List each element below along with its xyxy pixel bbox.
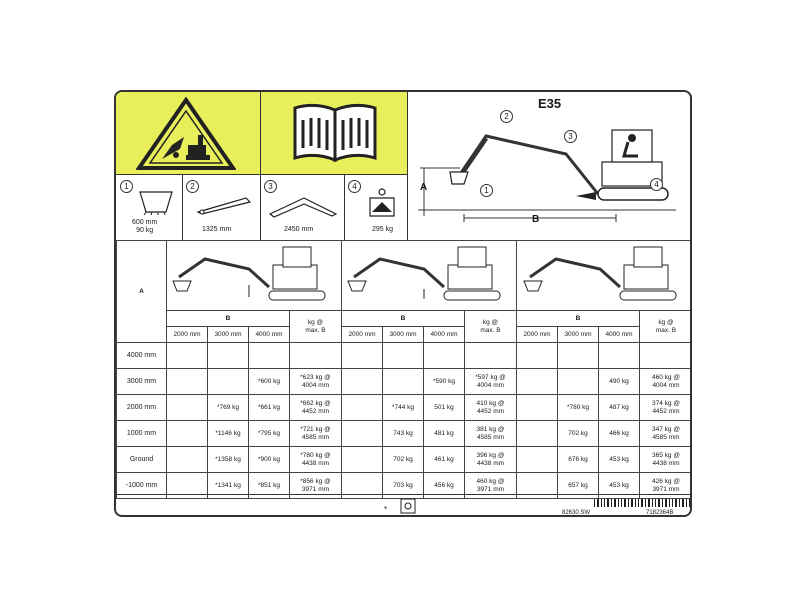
diagram-b-label: B [532,214,540,225]
b-col-3000-g3: 3000 mm [558,327,599,343]
load-value-cell [517,369,558,395]
load-value-cell [167,447,208,473]
load-value-cell: *900 kg [249,447,290,473]
load-value-cell [167,395,208,421]
row-height-label: -1000 mm [117,473,167,499]
group-3-diagram [517,241,693,311]
diagram-callout-4: 4 [650,178,663,191]
load-value-cell: *1341 kg [208,473,249,499]
load-value-cell: 481 kg [424,421,465,447]
load-value-cell [208,369,249,395]
load-value-cell [383,369,424,395]
load-value-cell [342,447,383,473]
load-value-cell [424,343,465,369]
load-value-cell [342,395,383,421]
manual-book-icon [291,102,379,166]
load-value-cell [342,343,383,369]
row-height-label: Ground [117,447,167,473]
table-row [117,421,693,447]
arm-length-label: 1325 mm [202,226,232,233]
diagram-callout-1: 1 [480,184,493,197]
load-value-cell: *597 kg @ 4004 mm [465,369,517,395]
row-height-label: 2000 mm [117,395,167,421]
load-value-cell [558,369,599,395]
max-col-group-2: kg @ max. B [465,311,517,343]
load-value-cell: 743 kg [383,421,424,447]
load-value-cell: 487 kg [599,395,640,421]
model-name: E35 [538,96,562,111]
load-chart-decal [114,90,692,517]
load-value-cell [517,395,558,421]
row-height-label: 1000 mm [117,421,167,447]
load-value-cell: 347 kg @ 4585 mm [640,421,693,447]
load-value-cell [342,369,383,395]
load-value-cell: *780 kg [558,395,599,421]
load-value-cell: 501 kg [424,395,465,421]
load-value-cell [167,421,208,447]
load-value-cell: 657 kg [558,473,599,499]
load-value-cell: *662 kg @ 4452 mm [290,395,342,421]
load-value-cell [465,343,517,369]
load-value-cell [342,421,383,447]
load-value-cell: *590 kg [424,369,465,395]
load-value-cell: *795 kg [249,421,290,447]
load-value-cell [599,343,640,369]
load-value-cell: 460 kg @ 4004 mm [640,369,693,395]
footer-left-code: 82630 SW [562,510,591,516]
load-value-cell [517,343,558,369]
load-value-cell [383,343,424,369]
a-column-header: A [117,241,167,343]
load-value-cell: *721 kg @ 4585 mm [290,421,342,447]
load-capacity-table [116,240,692,499]
b-col-2000-g2: 2000 mm [342,327,383,343]
bucket-weight-label: 600 mm 90 kg [132,219,158,234]
load-value-cell: *856 kg @ 3971 mm [290,473,342,499]
table-row [117,343,693,369]
part-number-3: 3 [264,180,277,193]
b-col-4000-g3: 4000 mm [599,327,640,343]
load-value-cell: 702 kg [383,447,424,473]
load-value-cell: 490 kg [599,369,640,395]
load-value-cell: 374 kg @ 4452 mm [640,395,693,421]
load-weight-icon [366,188,398,218]
part-number-4: 4 [348,180,361,193]
load-value-cell: 676 kg [558,447,599,473]
group-2-diagram [342,241,517,311]
load-value-cell: 460 kg @ 3971 mm [465,473,517,499]
diagram-a-label: A [420,182,428,193]
crush-warning-icon [136,97,236,171]
b-header-group-2: B [342,311,465,327]
b-header-group-1: B [167,311,290,327]
load-value-cell: 453 kg [599,447,640,473]
barcode-icon [594,499,690,507]
load-value-cell [517,447,558,473]
load-value-cell [208,343,249,369]
bucket-icon [136,188,176,216]
load-value-cell: *851 kg [249,473,290,499]
part-number-2: 2 [186,180,199,193]
boom-icon [266,192,340,220]
load-value-cell: *623 kg @ 4004 mm [290,369,342,395]
b-col-2000-g3: 2000 mm [517,327,558,343]
b-col-4000-g2: 4000 mm [424,327,465,343]
recycle-mark-icon [400,498,416,514]
footer-star: * [384,505,388,514]
load-value-cell: *769 kg [208,395,249,421]
max-col-group-3: kg @ max. B [640,311,693,343]
table-row [117,395,693,421]
load-value-cell: *1146 kg [208,421,249,447]
load-value-cell [640,343,693,369]
load-value-cell [249,343,290,369]
row-height-label: 4000 mm [117,343,167,369]
load-value-cell: 365 kg @ 4438 mm [640,447,693,473]
load-value-cell: *744 kg [383,395,424,421]
load-value-cell: 456 kg [424,473,465,499]
b-col-2000-g1: 2000 mm [167,327,208,343]
boom-length-label: 2450 mm [284,226,314,233]
group-1-diagram [167,241,342,311]
load-value-cell: *1358 kg [208,447,249,473]
load-value-cell: 426 kg @ 3971 mm [640,473,693,499]
table-row [117,369,693,395]
b-col-4000-g1: 4000 mm [249,327,290,343]
load-value-cell: 381 kg @ 4585 mm [465,421,517,447]
max-col-group-1: kg @ max. B [290,311,342,343]
load-value-cell: 703 kg [383,473,424,499]
table-row [117,447,693,473]
b-col-3000-g2: 3000 mm [383,327,424,343]
footer-right-code: 7182364B [646,510,674,516]
load-value-cell: *780 kg @ 4438 mm [290,447,342,473]
b-col-3000-g1: 3000 mm [208,327,249,343]
b-header-group-3: B [517,311,640,327]
load-value-cell: 396 kg @ 4438 mm [465,447,517,473]
load-value-cell: 410 kg @ 4452 mm [465,395,517,421]
diagram-callout-3: 3 [564,130,577,143]
load-value-cell [290,343,342,369]
load-value-cell: *661 kg [249,395,290,421]
load-value-cell: 466 kg [599,421,640,447]
load-value-cell: 453 kg [599,473,640,499]
load-weight-label: 295 kg [372,226,394,233]
load-value-cell [558,343,599,369]
load-value-cell [167,343,208,369]
arm-icon [194,194,254,216]
excavator-diagram [416,116,686,236]
load-value-cell: 702 kg [558,421,599,447]
load-value-cell [167,369,208,395]
load-value-cell: *600 kg [249,369,290,395]
row-height-label: 3000 mm [117,369,167,395]
load-value-cell [517,421,558,447]
part-number-1: 1 [120,180,133,193]
diagram-callout-2: 2 [500,110,513,123]
load-value-cell: 461 kg [424,447,465,473]
